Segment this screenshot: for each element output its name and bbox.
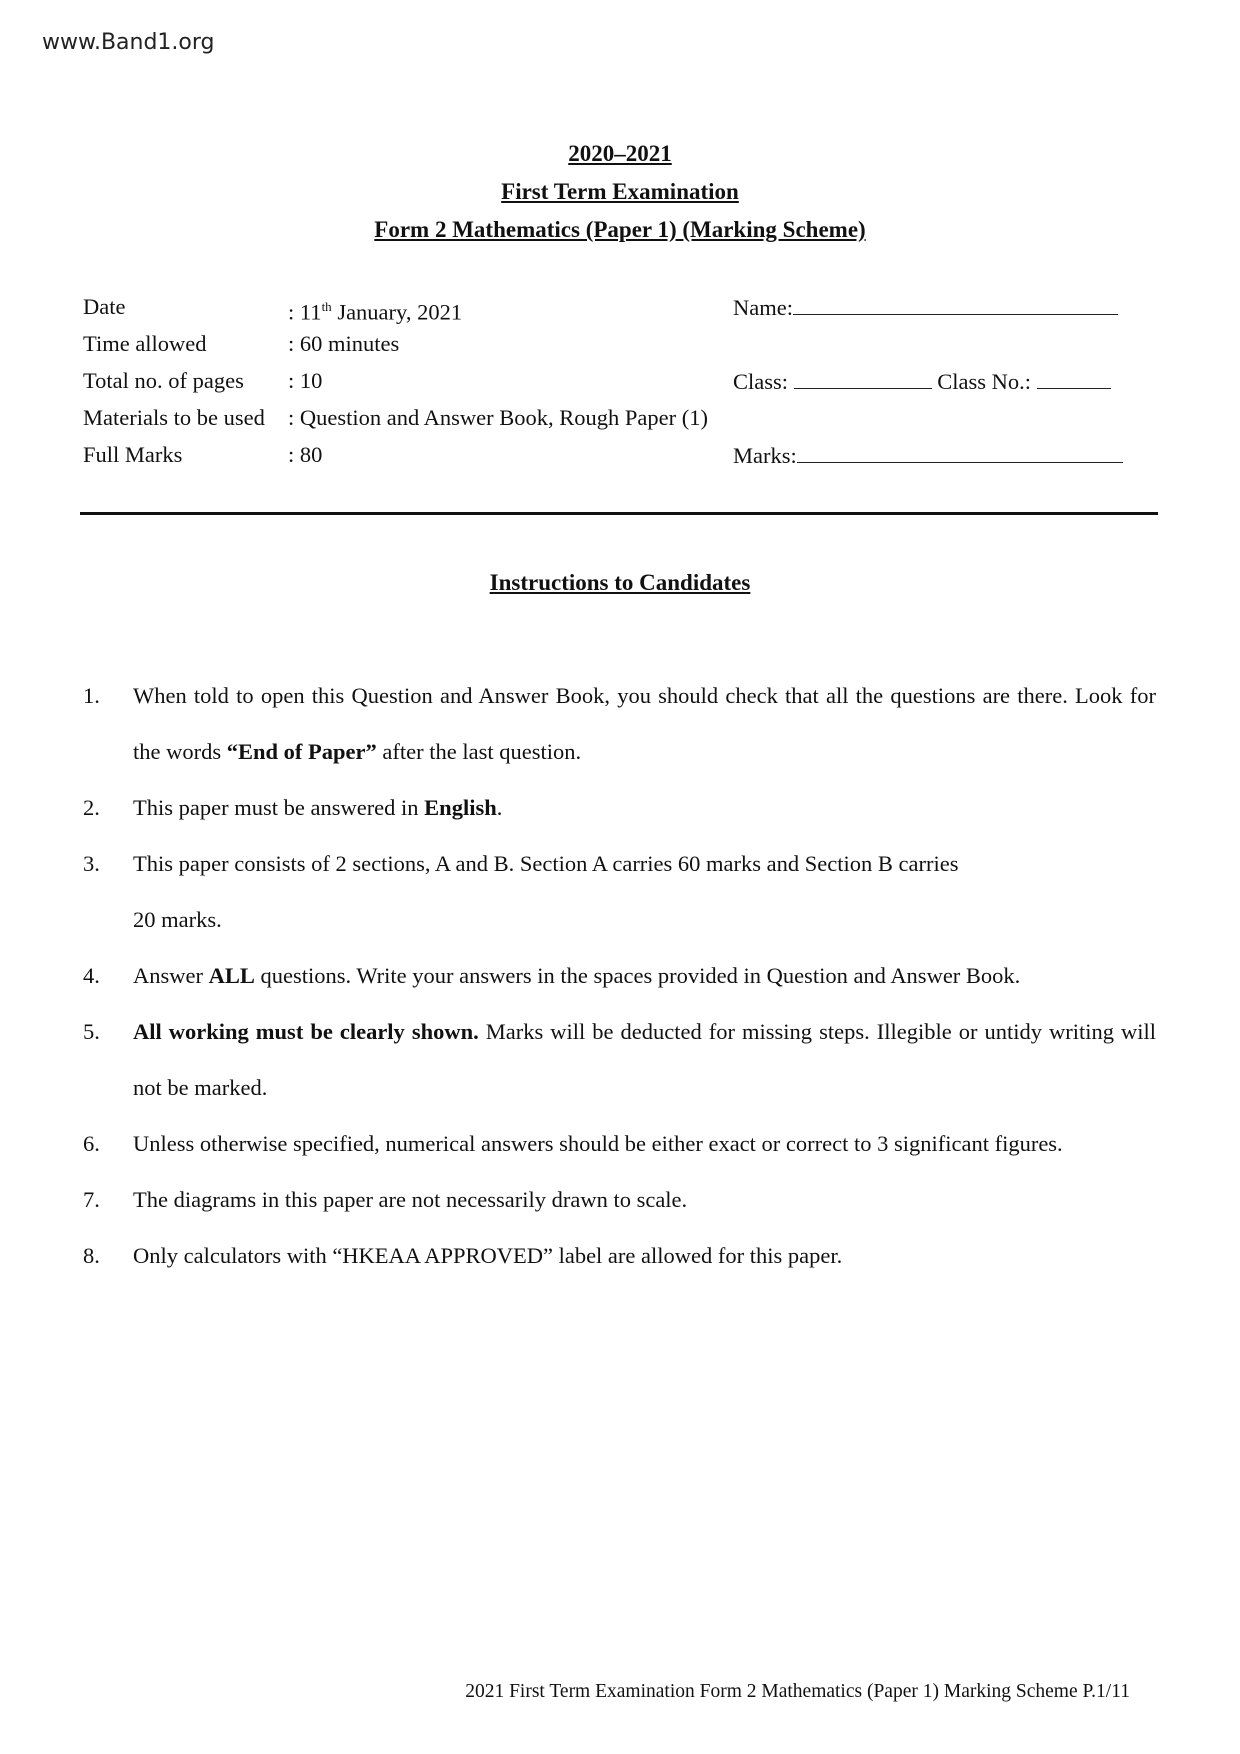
instructions-title: Instructions to Candidates [489, 570, 751, 595]
marks-field[interactable]: Marks: [733, 436, 1123, 474]
header-subject: Form 2 Mathematics (Paper 1) (Marking Scheme) [374, 217, 866, 242]
header-year: 2020–2021 [568, 141, 672, 166]
pages-label: Total no. of pages [83, 368, 244, 393]
date-value: : 11th January, 2021 [288, 299, 463, 325]
time-value: : 60 minutes [288, 331, 400, 356]
class-field[interactable]: Class: Class No.: [733, 362, 1111, 400]
time-label: Time allowed [83, 331, 207, 356]
watermark: www.Band1.org [42, 30, 215, 55]
instruction-item: 8. Only calculators with “HKEAA APPROVED” label are allowed for this paper. [83, 1228, 1156, 1284]
instruction-number: 5. [83, 1019, 100, 1044]
instruction-item: 3. This paper consists of 2 sections, A and B. Section A carries 60 marks and Section B carries 20 marks. [83, 836, 1156, 948]
name-field[interactable]: Name: [733, 288, 1118, 326]
instruction-item: 2. This paper must be answered in English. [83, 780, 1156, 836]
pages-value: : 10 [288, 368, 323, 393]
class-no-field[interactable]: Class No.: [937, 369, 1110, 394]
full-marks-value: : 80 [288, 442, 323, 467]
date-label: Date [83, 294, 126, 319]
instruction-number: 6. [83, 1131, 100, 1156]
materials-value: : Question and Answer Book, Rough Paper (1) [288, 405, 708, 430]
full-marks-label: Full Marks [83, 442, 183, 467]
instruction-item: 5. All working must be clearly shown. Marks will be deducted for missing steps. Illegible or untidy writing will not be marked. [83, 1004, 1156, 1116]
instruction-item: 1. When told to open this Question and Answer Book, you should check that all the questions are there. Look for the words “End of Paper” after the last question. [83, 668, 1156, 780]
materials-label: Materials to be used [83, 405, 265, 430]
instruction-number: 4. [83, 963, 100, 988]
instruction-item: 6. Unless otherwise specified, numerical answers should be either exact or correct to 3 significant figures. [83, 1116, 1156, 1172]
instruction-number: 8. [83, 1243, 100, 1268]
instruction-number: 3. [83, 851, 100, 876]
instruction-number: 2. [83, 795, 100, 820]
header-exam: First Term Examination [501, 179, 739, 204]
page-footer: 2021 First Term Examination Form 2 Mathematics (Paper 1) Marking Scheme P.1/11 [465, 1681, 1130, 1702]
instructions-list [83, 668, 1156, 1284]
instruction-item: 4. Answer ALL questions. Write your answers in the spaces provided in Question and Answer Book. [83, 948, 1156, 1004]
instruction-number: 1. [83, 683, 100, 708]
instruction-item: 7. The diagrams in this paper are not necessarily drawn to scale. [83, 1172, 1156, 1228]
instruction-number: 7. [83, 1187, 100, 1212]
divider [80, 512, 1158, 515]
